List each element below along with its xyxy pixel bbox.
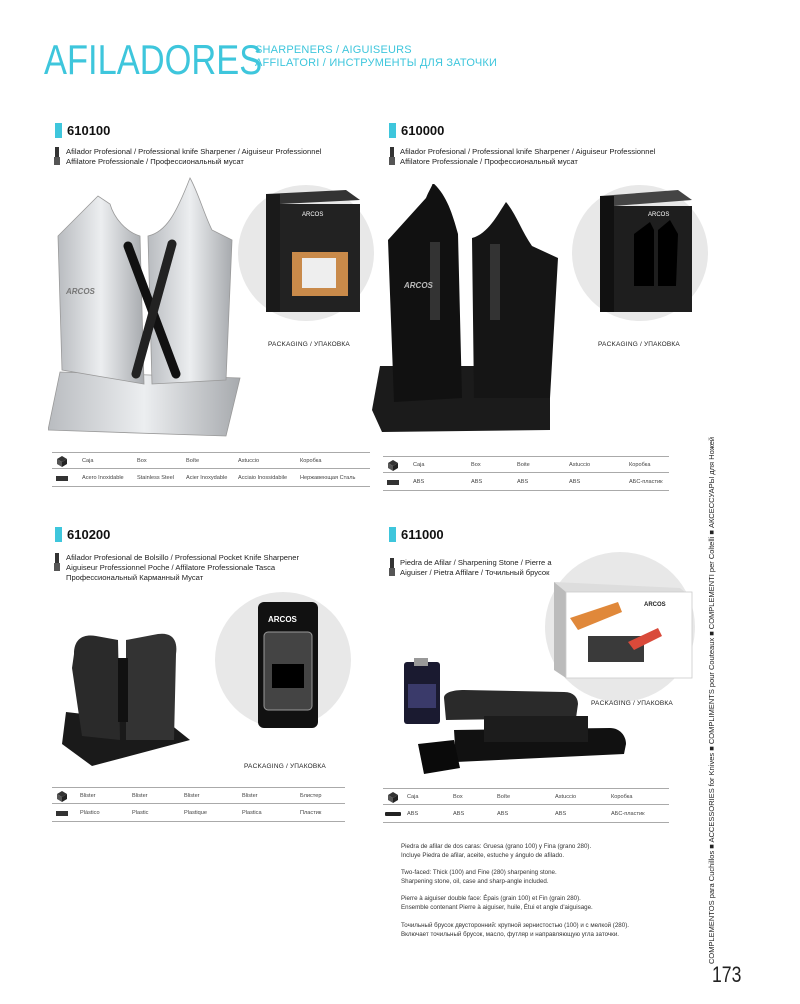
packaging-label: PACKAGING / УПАКОВКА	[244, 763, 326, 770]
page-title: AFILADORES	[44, 36, 263, 83]
table-cell: Plastica	[242, 810, 262, 816]
table-cell: Коробка	[300, 458, 322, 464]
product-code-611000: 611000	[401, 527, 444, 542]
table-cell: Stainless Steel	[137, 475, 175, 481]
table-row	[52, 787, 345, 804]
sharpening-stone-set-image	[384, 658, 632, 788]
brand-logo: ARCOS	[66, 287, 95, 296]
packaging-label: PACKAGING / УПАКОВКА	[598, 341, 680, 348]
box-icon	[387, 792, 399, 803]
table-cell: Acier Inoxydable	[186, 475, 228, 481]
table-cell: Astuccio	[555, 794, 577, 800]
table-cell: Acero Inoxidable	[82, 475, 124, 481]
code-marker	[389, 123, 396, 138]
table-cell: Blister	[242, 793, 258, 799]
pocket-sharpener-image	[62, 628, 194, 768]
table-row	[383, 806, 669, 823]
knife-icon	[53, 553, 61, 571]
code-marker	[55, 527, 62, 542]
box-icon	[56, 791, 68, 802]
packaging-label: PACKAGING / УПАКОВКА	[268, 341, 350, 348]
note-line: Точильный брусок двусторонний: крупной зернистостью (100) и с мелкой (280).	[401, 922, 629, 929]
table-cell: Box	[471, 462, 481, 468]
blister-brand: ARCOS	[268, 615, 297, 624]
note-line: Piedra de afilar de dos caras: Gruesa (grano 100) y Fina (grano 280).	[401, 843, 592, 850]
note-line: Two-faced: Thick (100) and Fine (280) sharpening stone.	[401, 869, 557, 876]
table-cell: ABS	[453, 811, 465, 817]
note-fr	[401, 895, 593, 912]
page-number: 173	[712, 962, 742, 987]
table-cell: Caja	[413, 462, 425, 468]
product-desc-line2: Affilatore Professionale / Профессиональный мусат	[400, 157, 578, 166]
table-cell: Boîte	[497, 794, 511, 800]
table-cell: Plastic	[132, 810, 149, 816]
table-cell: Пластик	[300, 810, 322, 816]
table-cell: ABS	[471, 479, 483, 485]
note-en	[401, 869, 557, 886]
note-line: Incluye Piedra de afilar, aceite, estuche y ángulo de afilado.	[401, 851, 565, 859]
table-cell: Boite	[517, 462, 530, 468]
box-icon	[387, 460, 399, 471]
table-cell: Blister	[184, 793, 200, 799]
product-desc-line1: Piedra de Afilar / Sharpening Stone / Pierre a	[400, 558, 552, 567]
product-desc-line1: Afilador Profesional / Professional knife Sharpener / Aiguiseur Professionnel	[400, 147, 656, 156]
note-line: Включает точильный брусок, масло, футляр и направляющую угла заточки.	[401, 930, 619, 938]
blister-pack-image	[254, 602, 322, 732]
material-icon	[56, 474, 68, 483]
table-cell: Plástico	[80, 810, 100, 816]
packaging-box-image	[598, 190, 694, 314]
material-icon	[56, 809, 68, 818]
product-desc-line3: Профессиональный Карманный Мусат	[66, 573, 204, 582]
knife-icon	[388, 558, 396, 576]
table-cell: Blister	[132, 793, 148, 799]
table-cell: Boîte	[186, 458, 200, 464]
table-cell: Нержавеющая Сталь	[300, 475, 356, 481]
table-cell: Astuccio	[238, 458, 260, 464]
note-es	[401, 843, 591, 860]
knife-icon	[53, 147, 61, 165]
product-desc-line2: Aiguiseur Professionnel Poche / Affilatore Professionale Tasca	[66, 563, 276, 572]
table-cell: ABS	[407, 811, 419, 817]
page-subtitle-line1: SHARPENERS / AIGUISEURS	[255, 44, 412, 56]
note-line: Ensemble contenant Pierre à aiguiser, huile, Étui et angle d'aiguisage.	[401, 903, 593, 911]
product-desc-line2: Affilatore Professionale / Профессиональный мусат	[66, 157, 244, 166]
code-marker	[55, 123, 62, 138]
table-cell: ABS	[497, 811, 509, 817]
note-line: Pierre à aiguiser double face: Épais (grain 100) et Fin (grain 280).	[401, 895, 581, 902]
table-cell: Caja	[82, 458, 94, 464]
table-cell: ABS	[555, 811, 567, 817]
knife-icon	[388, 147, 396, 165]
box-brand: ARCOS	[644, 602, 666, 608]
table-cell: Блистер	[300, 793, 322, 799]
table-row	[383, 788, 669, 805]
table-cell: Коробка	[611, 794, 633, 800]
table-cell: Plastique	[184, 810, 208, 816]
table-cell: АБС-пластик	[629, 479, 663, 485]
table-cell: Box	[453, 794, 463, 800]
table-row	[52, 805, 345, 822]
table-row	[52, 452, 370, 469]
side-category-text: COMPLEMENTOS para Cuchillos ■ ACCESSORIES for Knives ■ COMPLIMENTS pour Couteaux ■ COMPLEMENTI per Coltelli ■ АКСЕССУАРЫ для Ножей	[707, 436, 716, 964]
table-cell: Коробка	[629, 462, 651, 468]
note-ru	[401, 922, 629, 939]
table-cell: ABS	[569, 479, 581, 485]
box-brand: ARCOS	[302, 212, 324, 218]
product-desc-line1: Afilador Profesional / Professional knife Sharpener / Aiguiseur Professionnel	[66, 147, 322, 156]
box-brand: ARCOS	[648, 212, 670, 218]
box-icon	[56, 456, 68, 467]
stone-icon	[385, 811, 401, 817]
table-cell: Box	[137, 458, 147, 464]
product-desc-line2: Aiguiser / Pietra Affilare / Точильный брусок	[400, 568, 550, 577]
table-cell: Caja	[407, 794, 419, 800]
note-line: Sharpening stone, oil, case and sharp-angle included.	[401, 877, 549, 885]
black-sharpener-image	[372, 184, 568, 440]
table-row	[52, 470, 370, 487]
product-desc-line1: Afilador Profesional de Bolsillo / Professional Pocket Knife Sharpener	[66, 553, 300, 562]
table-cell: ABS	[517, 479, 529, 485]
packaging-label: PACKAGING / УПАКОВКА	[591, 700, 673, 707]
table-row	[383, 474, 669, 491]
product-code-610100: 610100	[67, 123, 111, 138]
table-cell: АБС-пластик	[611, 811, 645, 817]
page-subtitle-line2: AFFILATORI / ИНСТРУМЕНТЫ ДЛЯ ЗАТОЧКИ	[255, 57, 498, 69]
steel-sharpener-image	[48, 174, 248, 442]
product-code-610000: 610000	[401, 123, 445, 138]
table-cell: Astuccio	[569, 462, 591, 468]
table-cell: ABS	[413, 479, 425, 485]
product-code-610200: 610200	[67, 527, 111, 542]
brand-logo: ARCOS	[404, 281, 433, 290]
material-icon	[387, 478, 399, 487]
packaging-box-image	[262, 188, 362, 314]
table-cell: Blister	[80, 793, 96, 799]
table-row	[383, 456, 669, 473]
table-cell: Acciaio Inossidabile	[238, 475, 288, 481]
code-marker	[389, 527, 396, 542]
